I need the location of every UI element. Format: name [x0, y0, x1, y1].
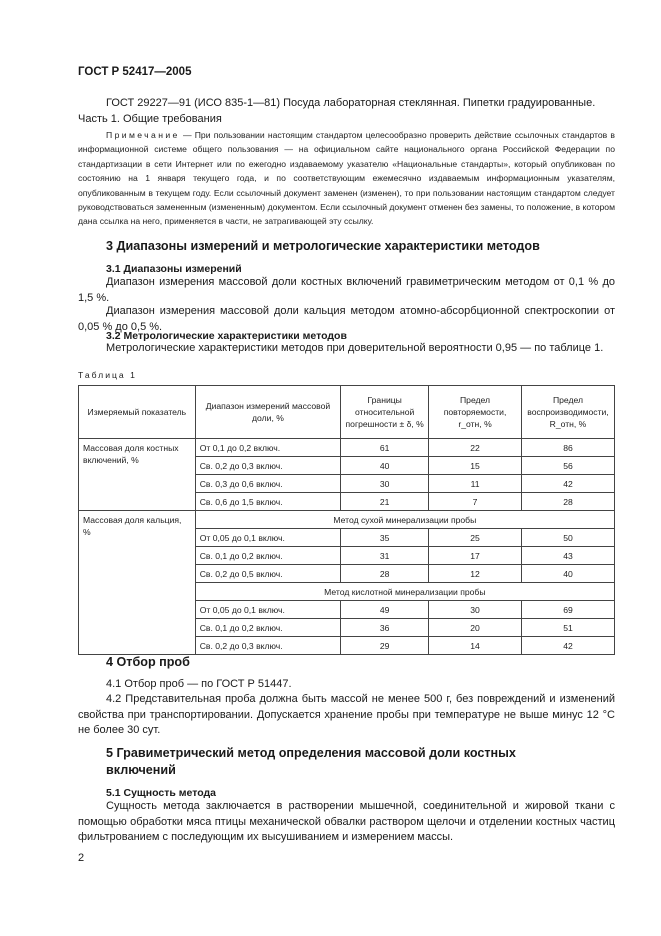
- method-heading-dry: Метод сухой минерализации пробы: [195, 511, 614, 529]
- error-cell: 40: [341, 457, 429, 475]
- range-cell: Св. 0,2 до 0,3 включ.: [195, 457, 341, 475]
- col-header-reproducibility: Предел воспроизводимости, R_отн, %: [521, 386, 614, 439]
- section-4-para-1: 4.1 Отбор проб — по ГОСТ Р 51447.: [106, 678, 292, 690]
- section-4-title: 4 Отбор проб: [106, 655, 190, 669]
- method-heading-acid: Метод кислотной минерализации пробы: [195, 583, 614, 601]
- reference-entry: [78, 96, 615, 127]
- reference-line-1: ГОСТ 29227—91 (ИСО 835-1—81) Посуда лабораторная стеклянная. Пипетки градуированные.: [106, 97, 596, 109]
- repeatability-cell: 17: [429, 547, 522, 565]
- section-5-1-para-1: Сущность метода заключается в растворении мышечной, соединительной и жировой ткани с помощью обработки мяса птицы механической обвалки раствором щелочи и отделении костных частиц фильтрованием с последующим их высушиванием и измерением массы.: [78, 800, 615, 843]
- reproducibility-cell: 42: [521, 475, 614, 493]
- section-3-1-para-2: Диапазон измерения массовой доли кальция методом атомно-абсорбционной спектроскопии от 0,05 % до 0,5 %.: [78, 305, 615, 333]
- repeatability-cell: 25: [429, 529, 522, 547]
- reference-line-2: Часть 1. Общие требования: [78, 112, 222, 125]
- error-cell: 28: [341, 565, 429, 583]
- error-cell: 31: [341, 547, 429, 565]
- reproducibility-cell: 43: [521, 547, 614, 565]
- page-number: 2: [78, 852, 85, 864]
- group-label-bone: Массовая доля костных включений, %: [79, 439, 196, 511]
- section-3-1-para-1: Диапазон измерения массовой доли костных включений гравиметрическим методом от 0,1 % до 1,5 %.: [78, 276, 615, 304]
- section-5-1-title: 5.1 Сущность метода: [106, 787, 217, 799]
- section-3-1-title: 3.1 Диапазоны измерений: [106, 263, 242, 275]
- table-header-row: [79, 386, 615, 439]
- range-cell: От 0,05 до 0,1 включ.: [195, 601, 341, 619]
- range-cell: Св. 0,1 до 0,2 включ.: [195, 547, 341, 565]
- range-cell: От 0,1 до 0,2 включ.: [195, 439, 341, 457]
- error-cell: 35: [341, 529, 429, 547]
- range-cell: Св. 0,1 до 0,2 включ.: [195, 619, 341, 637]
- repeatability-cell: 11: [429, 475, 522, 493]
- repeatability-cell: 30: [429, 601, 522, 619]
- reproducibility-cell: 28: [521, 493, 614, 511]
- table-caption: Таблица 1: [78, 370, 137, 380]
- reproducibility-cell: 40: [521, 565, 614, 583]
- reproducibility-cell: 86: [521, 439, 614, 457]
- section-5-title: 5 Гравиметрический метод определения массовой доли костных включений: [106, 746, 516, 777]
- repeatability-cell: 7: [429, 493, 522, 511]
- repeatability-cell: 15: [429, 457, 522, 475]
- reproducibility-cell: 56: [521, 457, 614, 475]
- reproducibility-cell: 51: [521, 619, 614, 637]
- range-cell: Св. 0,2 до 0,5 включ.: [195, 565, 341, 583]
- error-cell: 21: [341, 493, 429, 511]
- table-row: [79, 511, 615, 529]
- note-block: [78, 128, 615, 229]
- range-cell: Св. 0,6 до 1,5 включ.: [195, 493, 341, 511]
- reproducibility-cell: 69: [521, 601, 614, 619]
- error-cell: 29: [341, 637, 429, 655]
- error-cell: 30: [341, 475, 429, 493]
- range-cell: Св. 0,2 до 0,3 включ.: [195, 637, 341, 655]
- reproducibility-cell: 42: [521, 637, 614, 655]
- reproducibility-cell: 50: [521, 529, 614, 547]
- error-cell: 36: [341, 619, 429, 637]
- note-label: Примечание: [106, 130, 180, 140]
- repeatability-cell: 12: [429, 565, 522, 583]
- repeatability-cell: 14: [429, 637, 522, 655]
- repeatability-cell: 20: [429, 619, 522, 637]
- group-label-calcium: Массовая доля кальция, %: [79, 511, 196, 655]
- error-cell: 49: [341, 601, 429, 619]
- document-header: ГОСТ Р 52417—2005: [78, 66, 192, 78]
- col-header-range: Диапазон измерений массовой доли, %: [195, 386, 341, 439]
- col-header-error: Границы относительной погрешности ± δ, %: [341, 386, 429, 439]
- section-3-2-para-1: Метрологические характеристики методов при доверительной вероятности 0,95 — по таблице 1.: [106, 342, 604, 354]
- col-header-repeatability: Предел повторяемости, r_отн, %: [429, 386, 522, 439]
- repeatability-cell: 22: [429, 439, 522, 457]
- range-cell: Св. 0,3 до 0,6 включ.: [195, 475, 341, 493]
- note-text: — При пользовании настоящим стандартом целесообразно проверить действие ссылочных стандартов в информационной системе общего пользования — на официальном сайте национального органа Российской Федерации по стандартизации в сети Интернет или по ежегодно издаваемому указателю «Национальные стандарты», который опубликован по состоянию на 1 января текущего года, и по соответствующим ежемесячно издаваемым информационным указателям, опубликованным в текущем году. Если ссылочный документ заменен (изменен), то при пользовании настоящим стандартом следует руководствоваться замененным (измененным) документом. Если ссылочный документ отменен без замены, то положение, в котором дана ссылка на него, применяется в части, не затрагивающей эту ссылку.: [78, 130, 615, 227]
- range-cell: От 0,05 до 0,1 включ.: [195, 529, 341, 547]
- metrology-table: [78, 385, 615, 655]
- section-3-2-title: 3.2 Метрологические характеристики методов: [106, 330, 347, 342]
- section-4-para-2: 4.2 Представительная проба должна быть массой не менее 500 г, без повреждений и изменений свойства при транспортировании. Допускается хранение пробы при температуре не выше минус 12 °С не более 30 сут.: [78, 693, 615, 736]
- error-cell: 61: [341, 439, 429, 457]
- col-header-indicator: Измеряемый показатель: [79, 386, 196, 439]
- section-3-title: 3 Диапазоны измерений и метрологические характеристики методов: [106, 239, 540, 253]
- table-row: [79, 439, 615, 457]
